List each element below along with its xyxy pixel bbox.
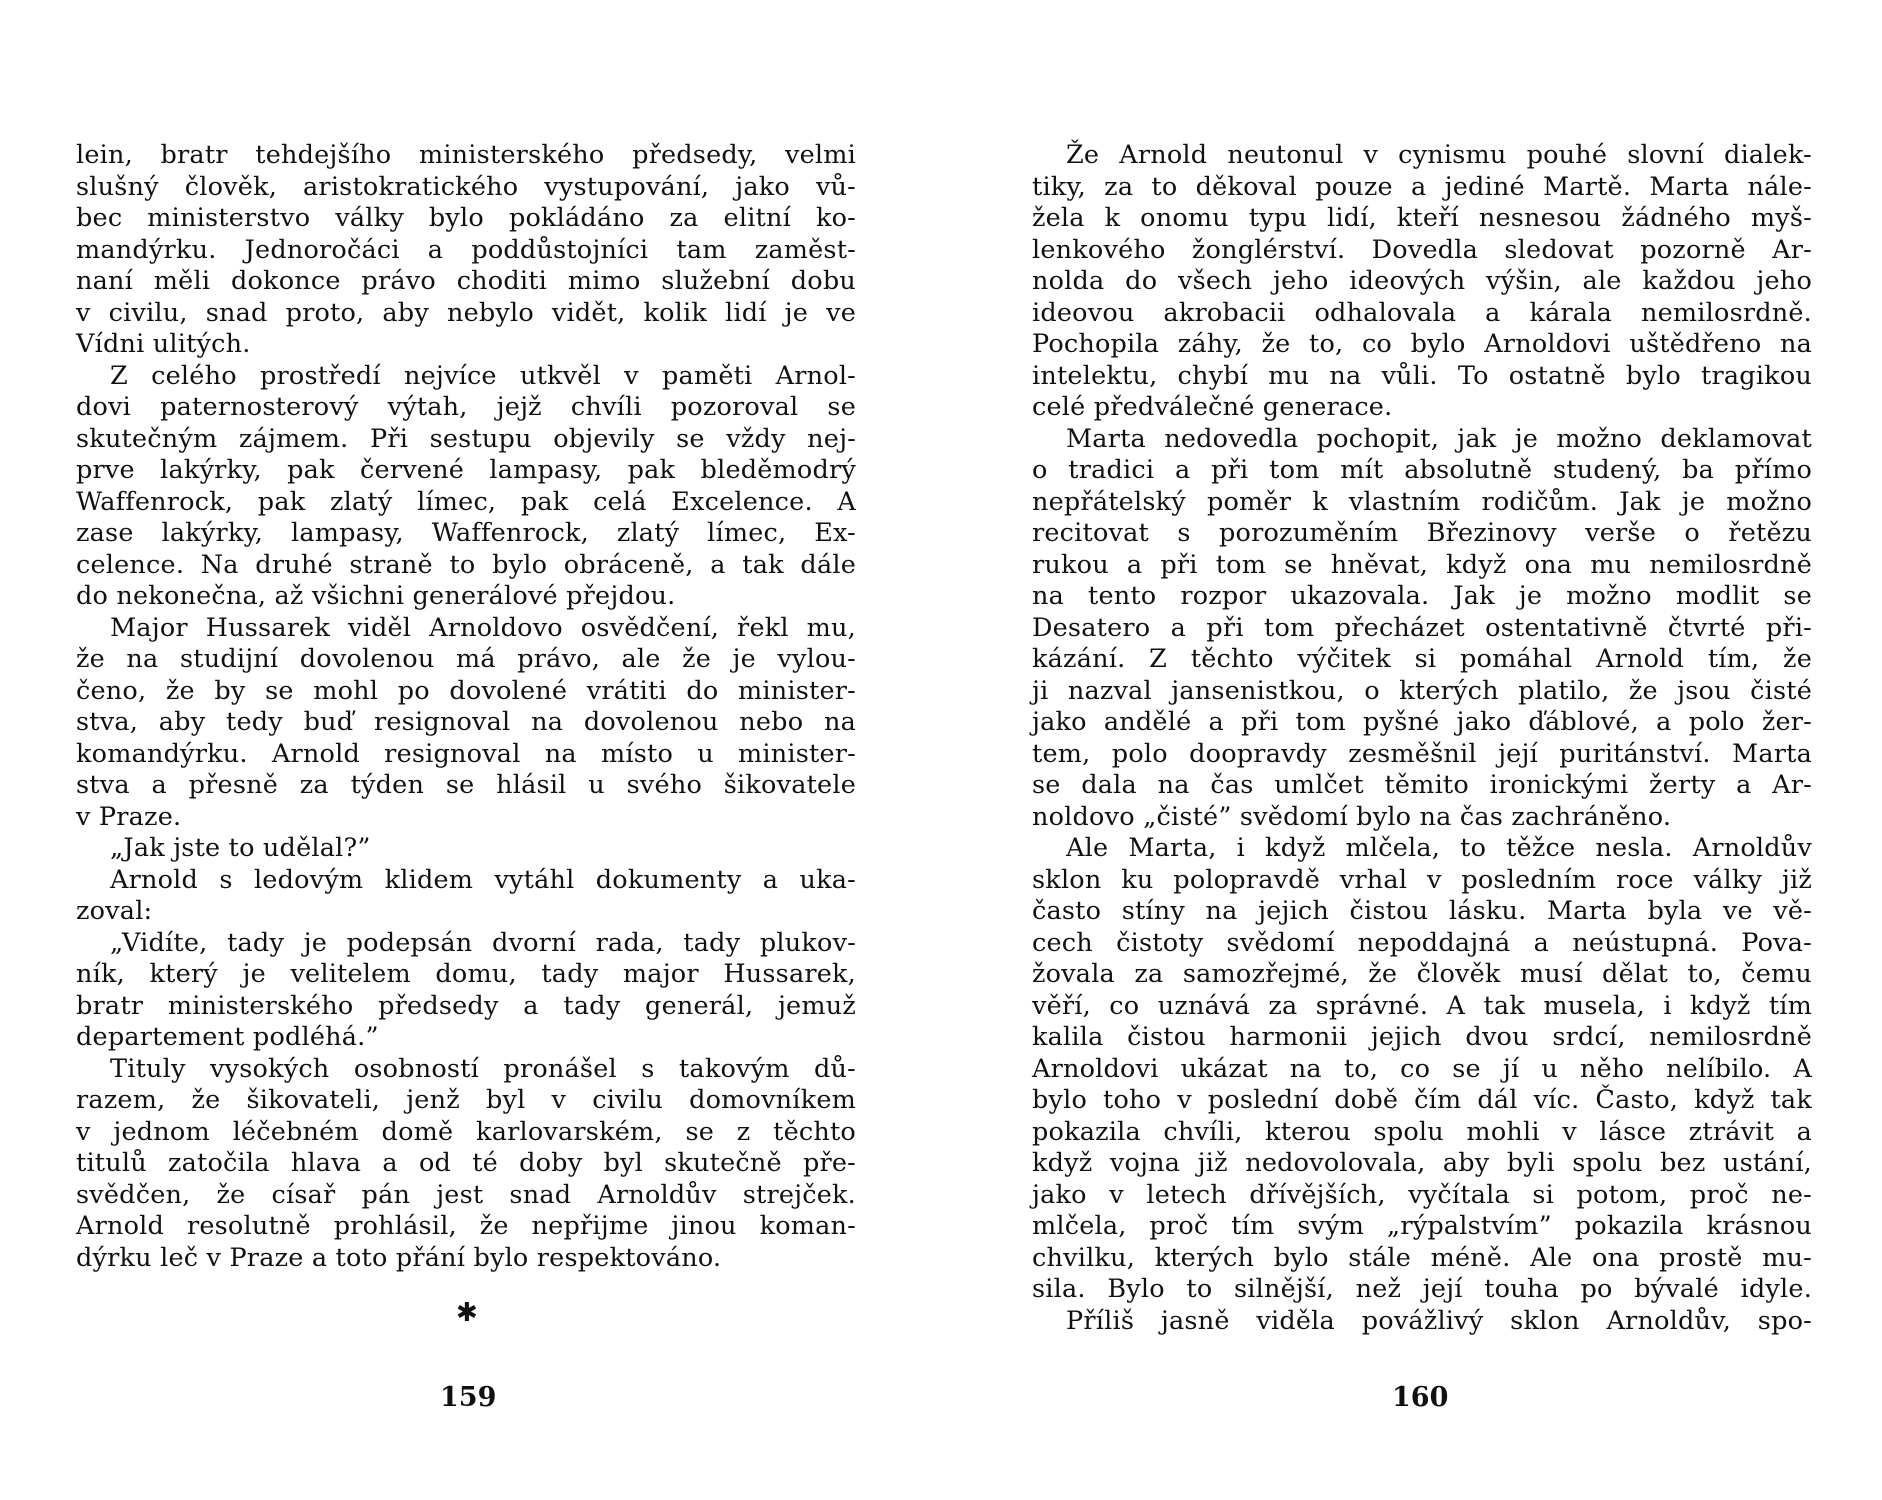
text-line: žela k onomu typu lidí, kteří nesnesou žádného myš- — [1032, 203, 1812, 233]
left-page-text — [76, 140, 856, 1274]
text-line: recitovat s porozuměním Březinovy verše o řetězu — [1032, 518, 1812, 548]
text-line: žovala za samozřejmé, že člověk musí dělat to, čemu — [1032, 959, 1812, 989]
text-line: když vojna již nedovolovala, aby byli spolu bez ustání, — [1032, 1148, 1812, 1178]
text-line: věří, co uznává za správné. A tak musela, i když tím — [1032, 990, 1812, 1021]
text-line: Marta nedovedla pochopit, jak je možno deklamovat — [1066, 423, 1812, 454]
text-line: celé předválečné generace. — [1032, 392, 1393, 422]
text-line: Tituly vysokých osobností pronášel s takovým dů- — [110, 1053, 856, 1084]
text-line: dýrku leč v Praze a toto přání bylo respektováno. — [76, 1242, 722, 1273]
text-line: často stíny na jejich čistou lásku. Marta byla ve vě- — [1032, 896, 1812, 926]
text-line: Arnold s ledovým klidem vytáhl dokumenty a uka- — [110, 864, 856, 895]
text-line: o tradici a při tom mít absolutně studený, ba přímo — [1032, 455, 1812, 485]
text-line: lenkového žonglérství. Dovedla sledovat pozorně Ar- — [1032, 234, 1812, 265]
text-line: čeno, že by se mohl po dovolené vrátiti do minister- — [76, 675, 856, 706]
text-line: intelektu, chybí mu na vůli. To ostatně bylo tragikou — [1032, 360, 1812, 391]
text-line: dovi paternosterový výtah, jejž chvíli pozoroval se — [76, 392, 856, 422]
text-line: tem, polo doopravdy zesměšnil její puritánství. Marta — [1032, 738, 1812, 769]
text-line: razem, že šikovateli, jenž byl v civilu domovníkem — [76, 1085, 856, 1115]
text-line: naní měli dokonce právo choditi mimo služební dobu — [76, 266, 856, 296]
text-line: sklon ku polopravdě vrhal v posledním roce války již — [1032, 864, 1812, 895]
text-line: nepřátelský poměr k vlastním rodičům. Jak je možno — [1032, 486, 1812, 517]
text-line: skutečným zájmem. Při sestupu objevily se vždy nej- — [76, 423, 856, 454]
text-line: cech čistoty svědomí nepoddajná a neústupná. Pova- — [1032, 927, 1812, 958]
text-line: mandýrku. Jednoročáci a poddůstojníci tam zaměst- — [76, 234, 856, 265]
text-line: sila. Bylo to silnější, než její touha po bývalé idyle. — [1032, 1274, 1812, 1304]
text-line: chvilku, kterých bylo stále méně. Ale ona prostě mu- — [1032, 1242, 1812, 1273]
text-line: Vídni ulitých. — [76, 329, 251, 359]
text-line: stva, aby tedy buď resignoval na dovolenou nebo na — [76, 707, 856, 737]
left-page-number: 159 — [440, 1382, 497, 1413]
text-line: Pochopila záhy, že to, co bylo Arnoldovi uštědřeno na — [1032, 329, 1812, 359]
text-line: Waffenrock, pak zlatý límec, pak celá Excelence. A — [76, 486, 856, 517]
text-line: ji nazval jansenistkou, o kterých platilo, že jsou čisté — [1032, 675, 1812, 706]
text-line: komandýrku. Arnold resignoval na místo u minister- — [76, 738, 856, 769]
text-line: slušný člověk, aristokratického vystupování, jako vů- — [76, 171, 856, 202]
text-line: bylo toho v poslední době čím dál víc. Často, když tak — [1032, 1085, 1812, 1115]
text-line: bratr ministerského předsedy a tady generál, jemuž — [76, 990, 856, 1021]
text-line: Desatero a při tom přecházet ostentativně čtvrté při- — [1032, 612, 1812, 643]
text-line: Příliš jasně viděla povážlivý sklon Arnoldův, spo- — [1066, 1305, 1812, 1336]
text-line: na tento rozpor ukazovala. Jak je možno modlit se — [1032, 581, 1812, 611]
text-line: celence. Na druhé straně to bylo obráceně, a tak dále — [76, 549, 856, 580]
text-line: ník, který je velitelem domu, tady major Hussarek, — [76, 959, 856, 989]
section-ornament: ✱ — [456, 1298, 478, 1328]
text-line: Ale Marta, i když mlčela, to těžce nesla. Arnoldův — [1066, 833, 1812, 863]
text-line: Z celého prostředí nejvíce utkvěl v paměti Arnol- — [110, 360, 856, 391]
text-line: nolda do všech jeho ideových výšin, ale každou jeho — [1032, 266, 1812, 296]
text-line: ideovou akrobacii odhalovala a kárala nemilosrdně. — [1032, 297, 1812, 328]
text-line: že na studijní dovolenou má právo, ale že je vylou- — [76, 644, 856, 674]
text-line: departement podléhá.” — [76, 1022, 379, 1052]
text-line: jako v letech dřívějších, vyčítala si potom, proč ne- — [1032, 1179, 1812, 1210]
text-line: kalila čistou harmonii jejich dvou srdcí, nemilosrdně — [1032, 1022, 1812, 1052]
text-line: do nekonečna, až všichni generálové přejdou. — [76, 581, 676, 611]
text-line: v civilu, snad proto, aby nebylo vidět, kolik lidí je ve — [76, 297, 856, 328]
text-line: stva a přesně za týden se hlásil u svého šikovatele — [76, 770, 856, 800]
right-page-number: 160 — [1392, 1382, 1449, 1413]
text-line: Arnold resolutně prohlásil, že nepřijme jinou koman- — [76, 1211, 856, 1241]
text-line: pokazila chvíli, kterou spolu mohli v lásce ztrávit a — [1032, 1116, 1812, 1147]
text-line: „Jak jste to udělal?” — [110, 833, 371, 863]
text-line: v jednom léčebném domě karlovarském, se z těchto — [76, 1116, 856, 1147]
text-line: Že Arnold neutonul v cynismu pouhé slovní dialek- — [1066, 140, 1812, 170]
text-line: Arnoldovi ukázat na to, co se jí u něho nelíbilo. A — [1032, 1053, 1812, 1084]
text-line: jako andělé a při tom pyšné jako ďáblové, a polo žer- — [1032, 707, 1812, 737]
right-page-text — [1032, 140, 1812, 1337]
text-line: lein, bratr tehdejšího ministerského předsedy, velmi — [76, 140, 856, 170]
text-line: kázání. Z těchto výčitek si pomáhal Arnold tím, že — [1032, 644, 1812, 674]
text-line: noldovo „čisté” svědomí bylo na čas zachráněno. — [1032, 801, 1672, 832]
text-line: Major Hussarek viděl Arnoldovo osvědčení, řekl mu, — [110, 612, 856, 643]
text-line: zase lakýrky, lampasy, Waffenrock, zlatý límec, Ex- — [76, 518, 856, 548]
text-line: zoval: — [76, 896, 153, 926]
text-line: „Vidíte, tady je podepsán dvorní rada, tady plukov- — [110, 927, 856, 958]
text-line: se dala na čas umlčet těmito ironickými žerty a Ar- — [1032, 770, 1812, 800]
text-line: prve lakýrky, pak červené lampasy, pak bleděmodrý — [76, 455, 856, 485]
text-line: v Praze. — [76, 801, 182, 832]
text-line: tiky, za to děkoval pouze a jediné Martě. Marta nále- — [1032, 171, 1812, 202]
text-line: mlčela, proč tím svým „rýpalstvím” pokazila krásnou — [1032, 1211, 1812, 1241]
text-line: rukou a při tom se hněvat, když ona mu nemilosrdně — [1032, 549, 1812, 580]
text-line: bec ministerstvo války bylo pokládáno za elitní ko- — [76, 203, 856, 233]
text-line: titulů zatočila hlava a od té doby byl skutečně pře- — [76, 1148, 856, 1178]
text-line: svědčen, že císař pán jest snad Arnoldův strejček. — [76, 1179, 856, 1210]
